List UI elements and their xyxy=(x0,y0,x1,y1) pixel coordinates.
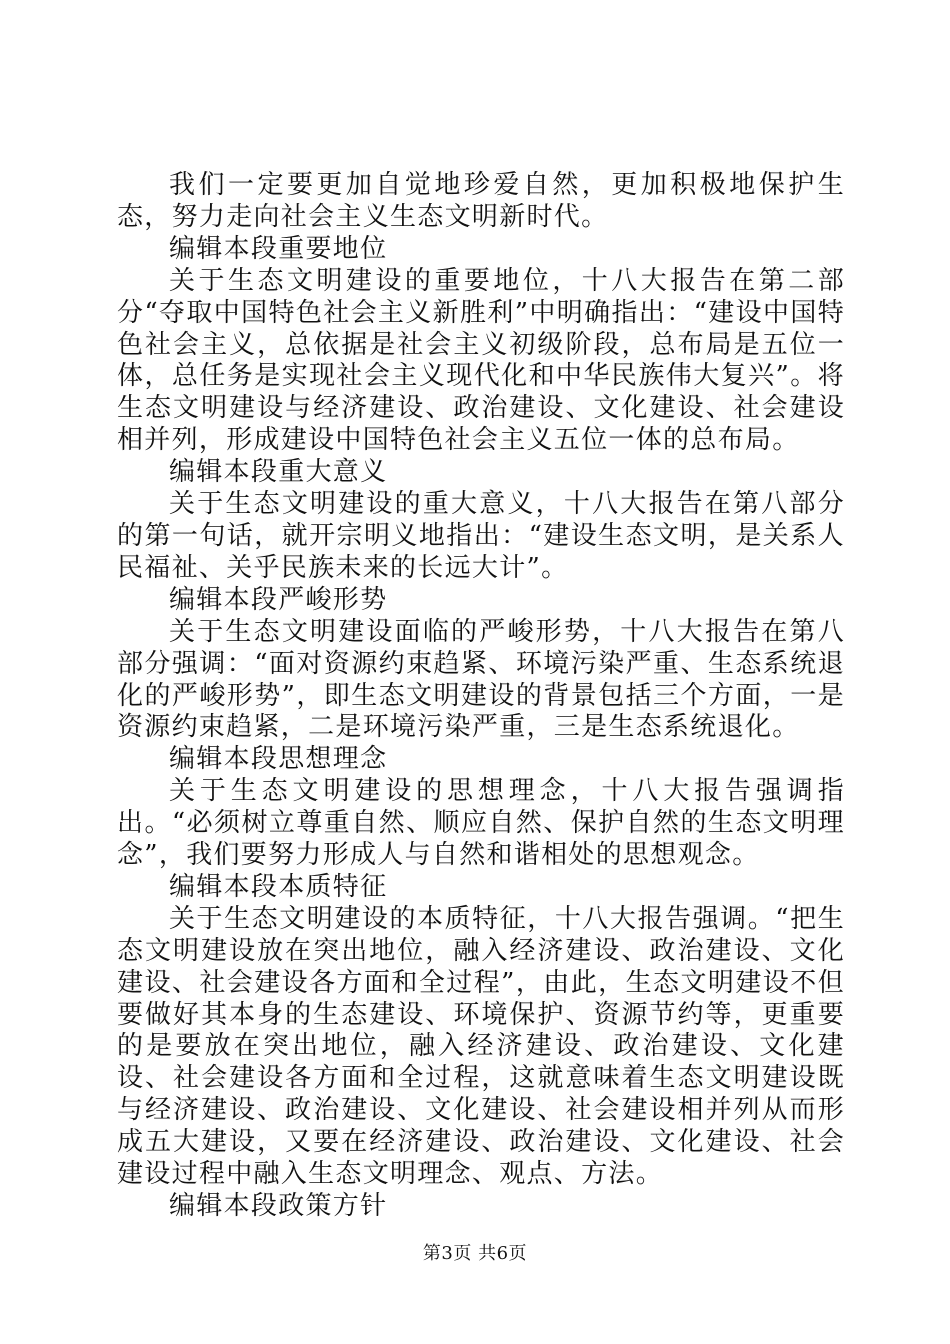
section-heading-policy: 编辑本段政策方针 xyxy=(169,1191,388,1221)
section-heading-ideas: 编辑本段思想理念 xyxy=(169,744,388,775)
paragraph-importance: 关于生态文明建设的重要地位，十八大报告在第二部分“夺取中国特色社会主义新胜利”中明确指出：“建设中国特色社会主义，总依据是社会主义初级阶段，总布局是五位一体，总任务是实现社会主义现代化和中华民族伟大复兴”。将生态文明建设与经济建设、政治建设、文化建设、社会建设相并列，形成建设中国特色社会主义五位一体的总布局。 xyxy=(117,265,845,456)
section-heading-essence: 编辑本段本质特征 xyxy=(169,871,388,902)
document-body xyxy=(117,170,845,1223)
paragraph-essence: 关于生态文明建设的本质特征，十八大报告强调。“把生态文明建设放在突出地位，融入经济建设、政治建设、文化建设、社会建设各方面和全过程”，由此，生态文明建设不但要做好其本身的生态建设、环境保护、资源节约等，更重要的是要放在突出地位，融入经济建设、政治建设、文化建设、社会建设各方面和全过程，这就意味着生态文明建设既与经济建设、政治建设、文化建设、社会建设相并列从而形成五大建设，又要在经济建设、政治建设、文化建设、社会建设过程中融入生态文明理念、观点、方法。 xyxy=(117,903,845,1190)
paragraph-ideas: 关于生态文明建设的思想理念，十八大报告强调指出。“必须树立尊重自然、顺应自然、保护自然的生态文明理念”，我们要努力形成人与自然和谐相处的思想观念。 xyxy=(117,776,845,871)
page-number-footer: 第3页 共6页 xyxy=(422,1243,528,1264)
section-heading-significance: 编辑本段重大意义 xyxy=(169,457,388,488)
paragraph-intro: 我们一定要更加自觉地珍爱自然，更加积极地保护生态，努力走向社会主义生态文明新时代。 xyxy=(117,170,845,232)
paragraph-significance: 关于生态文明建设的重大意义，十八大报告在第八部分的第一句话，就开宗明义地指出：“建设生态文明，是关系人民福祉、关乎民族未来的长远大计”。 xyxy=(117,489,845,583)
section-heading-situation: 编辑本段严峻形势 xyxy=(169,584,388,615)
paragraph-situation: 关于生态文明建设面临的严峻形势，十八大报告在第八部分强调：“面对资源约束趋紧、环境污染严重、生态系统退化的严峻形势”，即生态文明建设的背景包括三个方面，一是资源约束趋紧，二是环境污染严重，三是生态系统退化。 xyxy=(117,616,845,743)
section-heading-importance: 编辑本段重要地位 xyxy=(169,233,388,264)
